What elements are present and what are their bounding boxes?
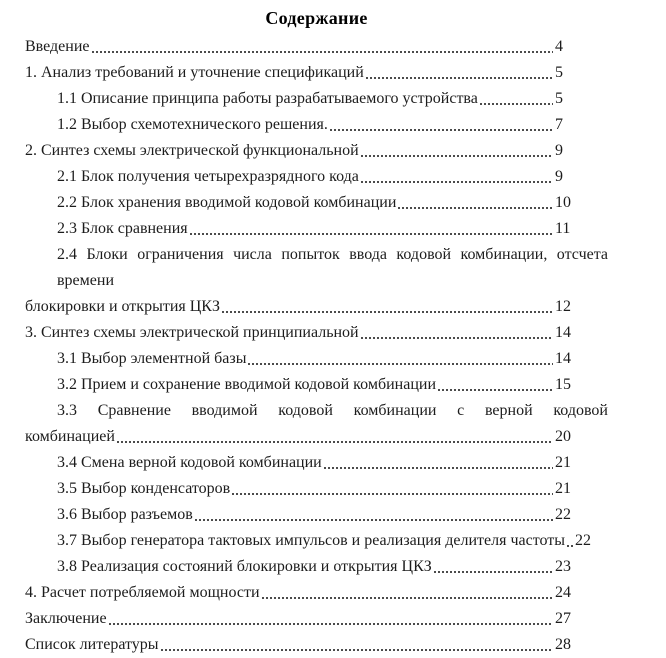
toc-entry[interactable] (25, 502, 608, 528)
dot-leader (161, 649, 553, 651)
dot-leader (190, 233, 553, 235)
toc-page-number: 4 (555, 38, 563, 55)
toc-page-number: 10 (555, 194, 571, 211)
dot-leader (232, 493, 553, 495)
toc-entry-line2 (25, 424, 608, 450)
toc-entry[interactable] (25, 242, 608, 320)
toc-entry[interactable] (25, 554, 608, 580)
toc-entry[interactable] (25, 450, 608, 476)
toc-page-number: 5 (555, 90, 563, 107)
toc-entry[interactable] (25, 60, 608, 86)
toc-page-number: 21 (555, 454, 571, 471)
toc-page-number: 24 (555, 584, 571, 601)
toc-page-number: 15 (555, 376, 571, 393)
toc-page-number: 11 (555, 220, 571, 237)
toc-entry-label: блокировки и открытия ЦКЗ (25, 298, 220, 315)
dot-leader (361, 337, 553, 339)
toc-entry-label: Введение (25, 38, 90, 55)
toc-page-number: 9 (555, 142, 563, 159)
toc-entry-label: 2. Синтез схемы электрической функциональной (25, 142, 359, 159)
toc-entry-label: 2.3 Блок сравнения (57, 220, 188, 237)
dot-leader (438, 389, 553, 391)
toc-entry-label: 1.2 Выбор схемотехнического решения. (57, 116, 328, 133)
toc-entry[interactable] (25, 34, 608, 60)
toc-entry-label: 4. Расчет потребляемой мощности (25, 584, 260, 601)
toc-entry[interactable] (25, 346, 608, 372)
toc-entry-label: 1.1 Описание принципа работы разрабатываемого устройства (57, 90, 478, 107)
toc-entry-label: 1. Анализ требований и уточнение спецификаций (25, 64, 364, 81)
dot-leader (366, 77, 553, 79)
toc-entry-label: 3.1 Выбор элементной базы (57, 350, 247, 367)
toc-page-number: 7 (555, 116, 563, 133)
toc-entry[interactable] (25, 476, 608, 502)
toc-entry-label: комбинацией (25, 428, 115, 445)
dot-leader (222, 311, 553, 313)
dot-leader (262, 597, 554, 599)
toc-entry[interactable] (25, 138, 608, 164)
toc-page-number: 22 (575, 532, 592, 549)
toc-list (25, 34, 608, 658)
toc-page-number: 20 (555, 428, 571, 445)
toc-entry[interactable] (25, 606, 608, 632)
toc-entry[interactable] (25, 580, 608, 606)
dot-leader (330, 129, 553, 131)
dot-leader (117, 441, 553, 443)
toc-page-number: 14 (555, 324, 571, 341)
toc-page-number: 28 (555, 636, 571, 653)
toc-entry-label: Заключение (25, 610, 107, 627)
toc-page-number: 23 (555, 558, 571, 575)
dot-leader (480, 103, 553, 105)
page-title: Содержание (265, 8, 368, 28)
dot-leader (361, 155, 553, 157)
toc-entry[interactable] (25, 398, 608, 450)
dot-leader (248, 363, 553, 365)
dot-leader (324, 467, 553, 469)
toc-page-number: 12 (555, 298, 571, 315)
toc-entry-label: 3.2 Прием и сохранение вводимой кодовой комбинации (57, 376, 437, 393)
toc-entry-label: 2.2 Блок хранения вводимой кодовой комбинации (57, 194, 397, 211)
dot-leader (109, 623, 553, 625)
toc-page-number: 21 (555, 480, 571, 497)
toc-page-number: 22 (555, 506, 571, 523)
toc-entry-label: 3.6 Выбор разъемов (57, 506, 193, 523)
toc-entry[interactable] (25, 112, 608, 138)
toc-entry[interactable] (25, 528, 608, 554)
dot-leader (567, 545, 573, 547)
toc-entry-label: 3.5 Выбор конденсаторов (57, 480, 231, 497)
toc-entry-label: 3.4 Смена верной кодовой комбинации (57, 454, 322, 471)
toc-entry[interactable] (25, 216, 608, 242)
toc-page-number: 5 (555, 64, 563, 81)
toc-page-number: 9 (555, 168, 563, 185)
toc-entry[interactable] (25, 320, 608, 346)
toc-entry[interactable] (25, 190, 608, 216)
dot-leader (92, 51, 554, 53)
toc-entry[interactable] (25, 164, 608, 190)
dot-leader (434, 571, 553, 573)
toc-entry-label: 3. Синтез схемы электрической принципиальной (25, 324, 359, 341)
dot-leader (398, 207, 553, 209)
toc-entry[interactable] (25, 86, 608, 112)
dot-leader (195, 519, 553, 521)
toc-entry[interactable] (25, 372, 608, 398)
toc-entry-line1: 2.4 Блоки ограничения числа попыток ввода кодовой комбинации, отсчета времени (57, 246, 608, 289)
toc-entry-label: Список литературы (25, 636, 159, 653)
toc-entry[interactable] (25, 632, 608, 658)
toc-entry-line2 (25, 294, 608, 320)
toc-entry-label: 3.7 Выбор генератора тактовых импульсов и реализация делителя частоты (57, 532, 566, 549)
toc-page-number: 14 (555, 350, 571, 367)
toc-entry-line1: 3.3 Сравнение вводимой кодовой комбинации с верной кодовой (57, 402, 608, 419)
toc-entry-label: 3.8 Реализация состояний блокировки и открытия ЦКЗ (57, 558, 432, 575)
toc-page-number: 27 (555, 610, 571, 627)
toc-entry-label: 2.1 Блок получения четырехразрядного кода (57, 168, 359, 185)
dot-leader (361, 181, 553, 183)
